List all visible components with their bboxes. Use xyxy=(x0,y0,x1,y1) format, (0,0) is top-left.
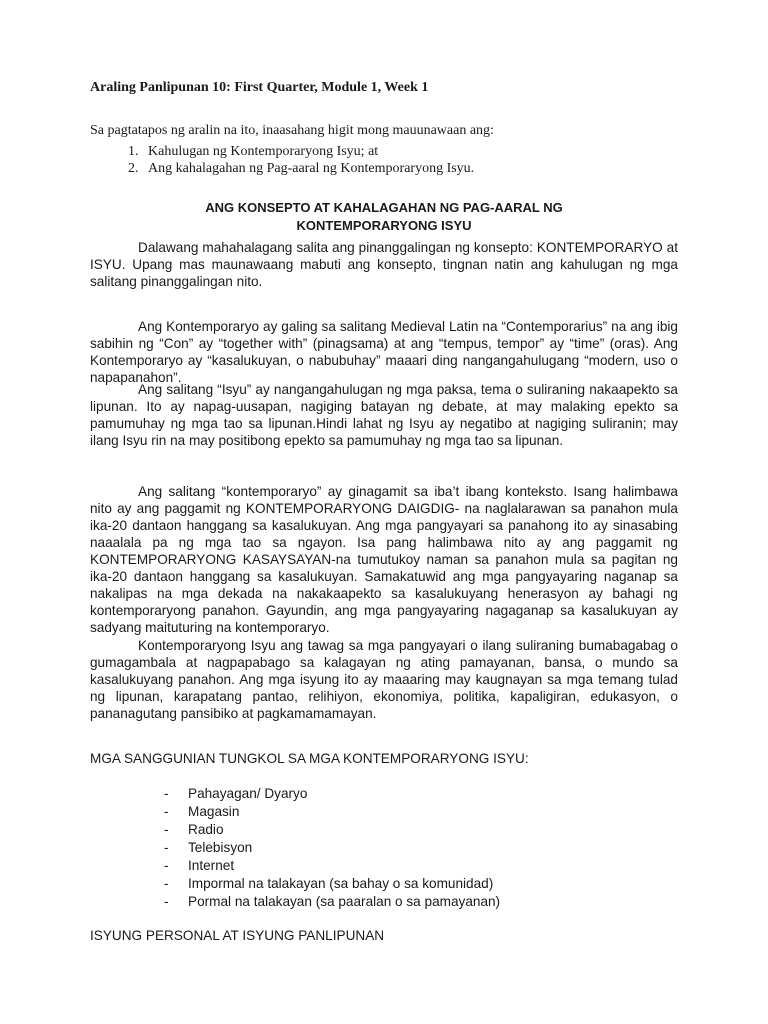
personal-issue-heading: ISYUNG PERSONAL AT ISYUNG PANLIPUNAN xyxy=(90,928,385,943)
bullet-dash: - xyxy=(164,804,169,819)
objective-text: Ang kahalagahan ng Pag-aaral ng Kontemporaryong Isyu. xyxy=(148,161,475,176)
bullet-dash: - xyxy=(164,894,169,909)
paragraph-isyu: Ang salitang “Isyu” ay nangangahulugan ng mga paksa, tema o suliraning nakaapekto sa lipunan. Ito ay napag-uusapan, nagiging batayan ng debate, at may malaking epekto sa pamumuhay ng mga tao sa lipunan.Hindi lahat ng Isyu ay negatibo at nagiging suliranin; may ilang Isyu rin na may positibong epekto sa pamumuhay ng mga tao sa lipunan. xyxy=(90,382,678,448)
list-item xyxy=(164,821,500,839)
source-text: Radio xyxy=(188,822,224,837)
source-text: Internet xyxy=(188,858,235,873)
paragraph-contexts: Ang salitang “kontemporaryo” ay ginagamit sa iba’t ibang konteksto. Isang halimbawa nito ay ang paggamit ng KONTEMPORARYONG DAIGDIG- na naglalarawan sa panahon mula ika-20 dantaon hanggang sa kasalukuyan. Ang mga pangyayari sa panahong ito ay sinasabing naaalala pa ng mga tao sa ngayon. Isa pang halimbawa nito ay ang paggamit ng KONTEMPORARYONG KASAYSAYAN-na tumutukoy naman sa panahon mula sa pagitan ng ika-20 dantaon hanggang sa kasalukuyan. Samakatuwid ang mga pangyayaring naganap sa nakalipas na mga dekada na nakakaapekto sa kasalukuyang henerasyon ay bahagi ng kontemporaryong panahon. Gayundin, ang mga pangyayaring nagaganap sa kasalukuyan ay sadyang maituturing na kontemporaryo. xyxy=(90,484,678,635)
source-text: Pahayagan/ Dyaryo xyxy=(188,786,308,801)
section-title-line1: ANG KONSEPTO AT KAHALAGAHAN NG PAG-AARAL NG xyxy=(205,200,563,215)
sources-list xyxy=(164,785,500,911)
list-item xyxy=(164,839,500,857)
list-item xyxy=(164,875,500,893)
paragraph-definition-sources: Dalawang mahahalagang salita ang pinanggalingan ng konsepto: KONTEMPORARYO at ISYU. Upang mas maunawaang mabuti ang konsepto, tingnan natin ang kahulugan ng mga salitang pinanggalingan nito. xyxy=(90,240,678,289)
objective-number: 1. xyxy=(128,144,139,159)
module-title: Araling Panlipunan 10: First Quarter, Module 1, Week 1 xyxy=(90,80,429,95)
objective-number: 2. xyxy=(128,161,139,176)
bullet-dash: - xyxy=(164,840,169,855)
bullet-dash: - xyxy=(164,876,169,891)
bullet-dash: - xyxy=(164,858,169,873)
section-title-line2: KONTEMPORARYONG ISYU xyxy=(296,218,472,233)
objective-text: Kahulugan ng Kontemporaryong Isyu; at xyxy=(148,144,379,159)
section-title xyxy=(90,199,678,235)
objectives-list xyxy=(128,143,474,177)
bullet-dash: - xyxy=(164,822,169,837)
objective-item xyxy=(128,160,474,177)
bullet-dash: - xyxy=(164,786,169,801)
list-item xyxy=(164,785,500,803)
source-text: Pormal na talakayan (sa paaralan o sa pamayanan) xyxy=(188,894,501,909)
intro-text: Sa pagtatapos ng aralin na ito, inaasahang higit mong mauunawaan ang: xyxy=(90,123,494,138)
list-item xyxy=(164,803,500,821)
paragraph-kontemporaryo: Ang Kontemporaryo ay galing sa salitang Medieval Latin na “Contemporarius” na ang ibig sabihin ng “Con” ay “together with” (pinagsama) at ang “tempus, tempor” ay “time” (oras). Ang Kontemporaryo ay “kasalukuyan, o nabubuhay” maaari ding nangangahulugang “modern, uso o napapanahon”. xyxy=(90,319,678,385)
paragraph-contemporary-issue: Kontemporaryong Isyu ang tawag sa mga pangyayari o ilang suliraning bumabagabag o gumagambala at nagpapabago sa kalagayan ng ating pamayanan, bansa, o mundo sa kasalukuyang panahon. Ang mga isyung ito ay maaaring may kaugnayan sa mga temang tulad ng lipunan, karapatang pantao, relihiyon, ekonomiya, politika, kapaligiran, edukasyon, o pananagutang pansibiko at pagkamamamayan. xyxy=(90,638,678,721)
source-text: Magasin xyxy=(188,804,240,819)
source-text: Telebisyon xyxy=(188,840,253,855)
list-item xyxy=(164,857,500,875)
list-item xyxy=(164,893,500,911)
source-text: Impormal na talakayan (sa bahay o sa komunidad) xyxy=(188,876,494,891)
objective-item xyxy=(128,143,474,160)
sources-heading: MGA SANGGUNIAN TUNGKOL SA MGA KONTEMPORARYONG ISYU: xyxy=(90,751,529,766)
